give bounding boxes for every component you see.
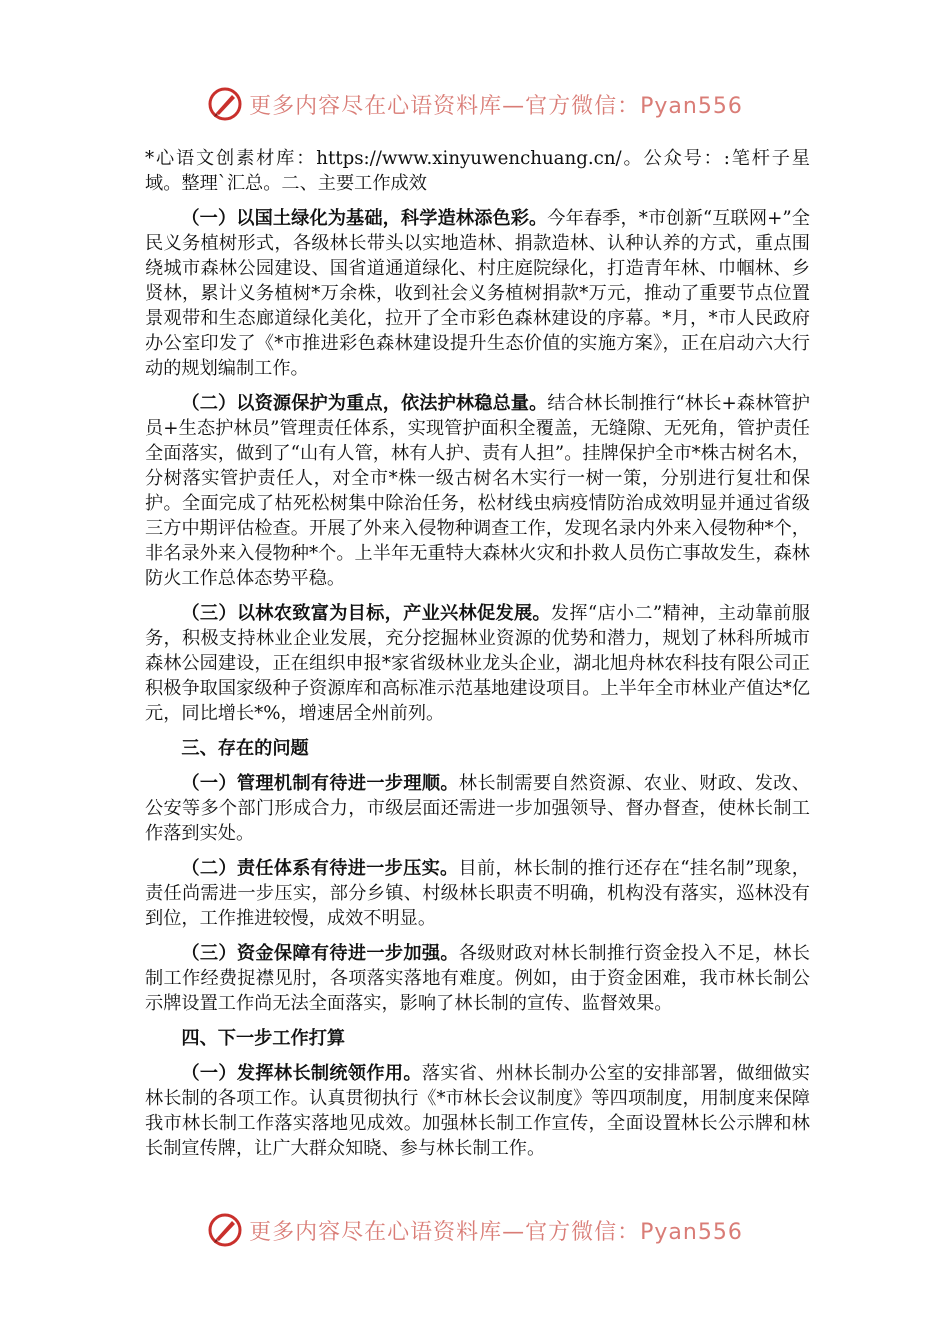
watermark-text: 更多内容尽在心语资料库—官方微信：Pyan556: [249, 1219, 743, 1245]
footer-watermark-banner: [0, 1208, 950, 1252]
paragraph-text: 落实省、州林长制办公室的安排部署，做细做实林长制的各项工作。认真贯彻执行《*市林长会议制度》等四项制度，用制度来保障我市林长制工作落实落地见成效。加强林长制工作宣传，全面设置林长公示牌和林长制宣传牌，让广大群众知晓、参与林长制工作。: [145, 1063, 810, 1159]
section-heading-next-steps: 四、下一步工作打算: [181, 1028, 346, 1049]
watermark-text: 更多内容尽在心语资料库—官方微信：Pyan556: [249, 93, 743, 119]
paragraph-funding: [145, 941, 810, 1016]
paragraph-lead: （二）以资源保护为重点，依法护林稳总量。: [181, 393, 548, 414]
pen-circle-logo-icon: [207, 86, 243, 122]
section-heading-problems: 三、存在的问题: [181, 738, 309, 759]
header-watermark-banner: [0, 82, 950, 126]
intro-paragraph: *心语文创素材库：https://www.xinyuwenchuang.cn/。公众号：:笔杆子星域。整理`汇总。二、主要工作成效: [145, 148, 810, 194]
paragraph-lead: （三）资金保障有待进一步加强。: [181, 943, 459, 964]
paragraph-responsibility-system: [145, 856, 810, 931]
paragraph-text: 今年春季，*市创新“互联网+”全民义务植树形式，各级林长带头以实地造林、捐款造林、认种认养的方式，重点围绕城市森林公园建设、国省道通道绿化、村庄庭院绿化，打造青年林、巾帼林、乡贤林，累计义务植树*万余株，收到社会义务植树捐款*万元，推动了重要节点位置景观带和生态廊道绿化美化，拉开了全市彩色森林建设的序幕。*月，*市人民政府办公室印发了《*市推进彩色森林建设提升生态价值的实施方案》，正在启动六大行动的规划编制工作。: [145, 208, 810, 379]
document-body: [145, 146, 810, 1171]
paragraph-text: 目前，林长制的推行还存在“挂名制”现象，责任尚需进一步压实，部分乡镇、村级林长职责不明确，机构没有落实，巡林没有到位，工作推进较慢，成效不明显。: [145, 858, 810, 929]
paragraph-text: 各级财政对林长制推行资金投入不足，林长制工作经费捉襟见肘，各项落实落地有难度。例如，由于资金困难，我市林长制公示牌设置工作尚无法全面落实，影响了林长制的宣传、监督效果。: [145, 943, 810, 1014]
pen-circle-logo-icon: [207, 1212, 243, 1248]
paragraph-resource-protection: [145, 391, 810, 591]
paragraph-text: 林长制需要自然资源、农业、财政、发改、公安等多个部门形成合力，市级层面还需进一步加强领导、督办督查，使林长制工作落到实处。: [145, 773, 810, 844]
paragraph-lead: （一）发挥林长制统领作用。: [181, 1063, 422, 1084]
paragraph-forest-chief-role: [145, 1061, 810, 1161]
paragraph-text: 发挥“店小二”精神，主动靠前服务，积极支持林业企业发展，充分挖掘林业资源的优势和潜力，规划了林科所城市森林公园建设，正在组织申报*家省级林业龙头企业，湖北旭舟林农科技有限公司正积极争取国家级种子资源库和高标准示范基地建设项目。上半年全市林业产值达*亿元，同比增长*%，增速居全州前列。: [145, 603, 810, 724]
paragraph-industry: [145, 601, 810, 726]
paragraph-lead: （二）责任体系有待进一步压实。: [181, 858, 459, 879]
paragraph-afforestation: [145, 206, 810, 381]
paragraph-lead: （一）管理机制有待进一步理顺。: [181, 773, 459, 794]
paragraph-management-mechanism: [145, 771, 810, 846]
paragraph-lead: （三）以林农致富为目标，产业兴林促发展。: [181, 603, 551, 624]
paragraph-lead: （一）以国土绿化为基础，科学造林添色彩。: [181, 208, 548, 229]
paragraph-text: 结合林长制推行“林长+森林管护员+生态护林员”管理责任体系，实现管护面积全覆盖，无缝隙、无死角，管护责任全面落实，做到了“山有人管，林有人护、责有人担”。挂牌保护全市*株古树名木，分树落实管护责任人，对全市*株一级古树名木实行一树一策，分别进行复壮和保护。全面完成了枯死松树集中除治任务，松材线虫病疫情防治成效明显并通过省级三方中期评估检查。开展了外来入侵物种调查工作，发现名录内外来入侵物种*个，非名录外来入侵物种*个。上半年无重特大森林火灾和扑救人员伤亡事故发生，森林防火工作总体态势平稳。: [145, 393, 810, 589]
